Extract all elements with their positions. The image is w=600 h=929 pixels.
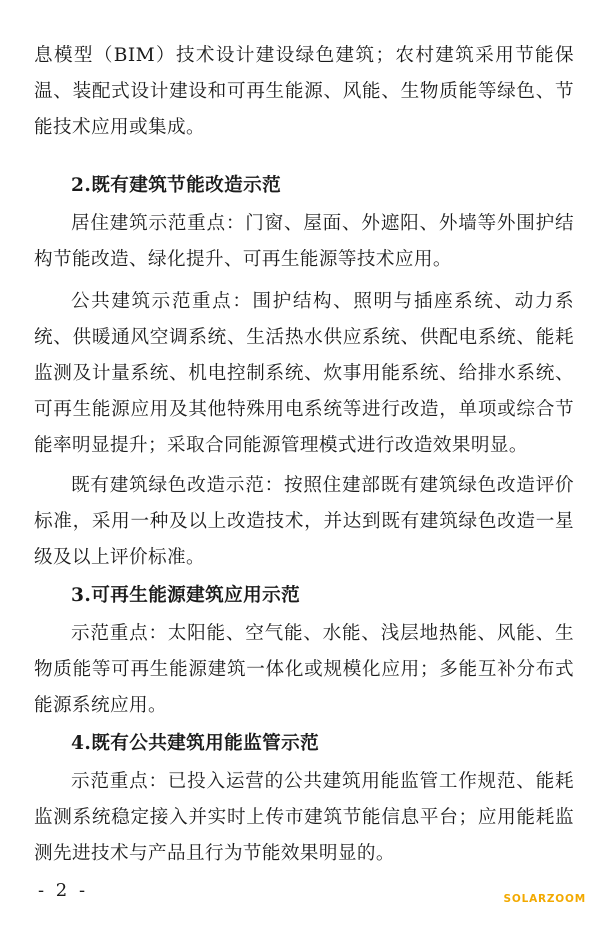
watermark-logo: SOLARZOOM <box>503 893 586 905</box>
section-heading-2: 2.既有建筑节能改造示范 <box>71 175 282 196</box>
page-number: - 2 - <box>38 880 89 901</box>
paragraph-public-buildings: 公共建筑示范重点：围护结构、照明与插座系统、动力系统、供暖通风空调系统、生活热水供应系统、供配电系统、能耗监测及计量系统、机电控制系统、炊事用能系统、给排水系统、可再生能源应用及其他特殊用电系统等进行改造，单项或综合节能率明显提升；采取合同能源管理模式进行改造效果明显。 <box>34 291 574 456</box>
paragraph-residential: 居住建筑示范重点：门窗、屋面、外遮阳、外墙等外围护结构节能改造、绿化提升、可再生能源等技术应用。 <box>34 213 574 270</box>
paragraph-intro: 息模型（BIM）技术设计建设绿色建筑；农村建筑采用节能保温、装配式设计建设和可再生能源、风能、生物质能等绿色、节能技术应用或集成。 <box>34 45 574 138</box>
paragraph-green-retrofit: 既有建筑绿色改造示范：按照住建部既有建筑绿色改造评价标准，采用一种及以上改造技术，并达到既有建筑绿色改造一星级及以上评价标准。 <box>34 475 574 568</box>
paragraph-energy-monitoring: 示范重点：已投入运营的公共建筑用能监管工作规范、能耗监测系统稳定接入并实时上传市建筑节能信息平台；应用能耗监测先进技术与产品且行为节能效果明显的。 <box>34 771 574 864</box>
section-heading-4: 4.既有公共建筑用能监管示范 <box>71 733 320 754</box>
paragraph-renewable: 示范重点：太阳能、空气能、水能、浅层地热能、风能、生物质能等可再生能源建筑一体化或规模化应用；多能互补分布式能源系统应用。 <box>34 623 574 716</box>
section-heading-3: 3.可再生能源建筑应用示范 <box>71 585 301 606</box>
